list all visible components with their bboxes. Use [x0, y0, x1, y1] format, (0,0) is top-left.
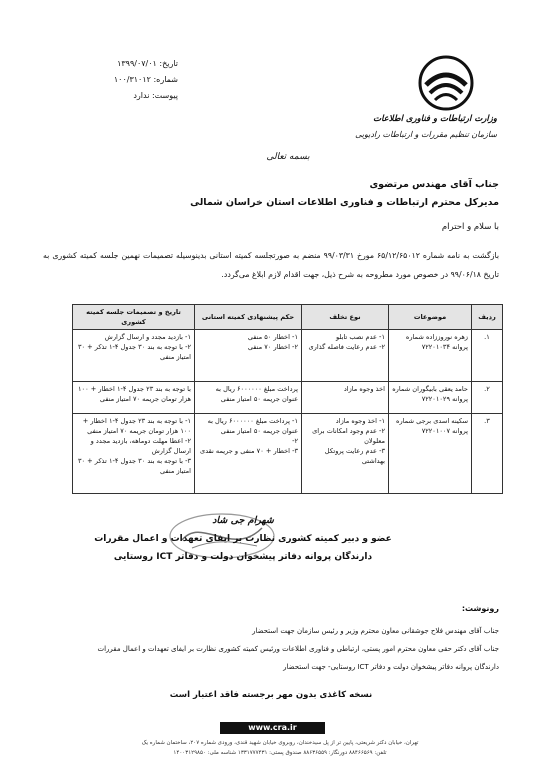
- address-line: تهران، خیابان دکتر شریعتی، پایین تر از پل سیدخندان، روبروی خیابان شهید قندی، ورودی شماره ۲۰۷، ساختمان شماره یک: [141, 740, 419, 746]
- body-paragraph: بازگشت به نامه شماره ۶۵/۱۲/۶۵۰۱۲ مورخ ۹۹/۰۳/۳۱ منضم به صورتجلسه کمیته استانی بدینوسیله تصمیمات نهمین جلسه کمیته کشوری به تاریخ ۹۹/۰۶/۱۸ در خصوص مورد مطروحه به شرح ذیل، جهت اقدام لازم ابلاغ می‌گردد.: [43, 251, 499, 279]
- cell-violation: ۱- عدم نصب تابلو ۲- عدم رعایت فاصله گذاری: [302, 330, 389, 382]
- ministry-logo-icon: [418, 55, 474, 111]
- validity-notice: نسخه کاغذی بدون مهر برجسته فاقد اعتبار است: [169, 690, 373, 700]
- cell-national-decision: با توجه به بند ۲۳ جدول ۴-۱ اخطار + ۱۰۰ هزار تومان جریمه ۷۰ امتیاز منفی: [73, 382, 195, 414]
- organization-name: سازمان تنظیم مقررات و ارتباطات رادیویی: [355, 130, 497, 139]
- cell-subject: سکینه اسدی برجی شماره پروانه ۷۲۲۰۱۰۰۷: [389, 414, 472, 494]
- footer-address: [70, 738, 490, 758]
- number-value: ۱۰۰/۳۱۰۱۲: [113, 75, 151, 84]
- website-link[interactable]: www.cra.ir: [220, 722, 325, 734]
- signatory-title-2: دارندگان پروانه دفاتر پیشخوان دولت و دفاتر ICT روستایی: [113, 552, 373, 562]
- copy-line: جناب آقای دکتر حقی معاون محترم امور پستی، ارتباطی و فناوری اطلاعات ورئیس کمیته کشوری نظارت بر ایفای تعهدات و اعمال مقررات: [97, 645, 499, 653]
- number-row: [28, 72, 178, 88]
- attachment-label: پیوست:: [151, 91, 178, 100]
- signatory-name: شهرام جی شاد: [212, 515, 274, 526]
- header-violation-type: نوع تخلف: [302, 305, 389, 330]
- copy-heading: رونوشت:: [461, 604, 499, 613]
- contact-line: تلفن: ۸۸۴۶۶۵۶۹ دورنگار: ۸۸۶۳۶۵۵۹ صندوق پستی: ۱۳۳۱۷۷۷۴۳۱ شناسه ملی: ۱۴۰۰۳۱۲۹۸۵۰: [173, 750, 387, 756]
- table-row: [73, 330, 503, 382]
- cell-radif: ۲.: [472, 382, 503, 414]
- cell-violation: ۱- اخذ وجوه مازاد ۲- عدم وجود امکانات برای معلولان ۳- عدم رعایت پروتکل بهداشتی: [302, 414, 389, 494]
- header-subjects: موضوعات: [389, 305, 472, 330]
- addressee-title: مدیرکل محترم ارتباطات و فناوری اطلاعات استان خراسان شمالی: [190, 197, 499, 208]
- number-label: شماره:: [153, 75, 178, 84]
- table-header-row: [73, 305, 503, 330]
- letter-meta: [28, 56, 178, 104]
- header-provincial-ruling: حکم پیشنهادی کمیته استانی: [195, 305, 302, 330]
- header-radif: ردیف: [472, 305, 503, 330]
- attachment-row: [28, 88, 178, 104]
- decisions-table: [72, 304, 503, 494]
- cell-provincial-ruling: ۱- اخطار ۵۰ منفی ۲- اخطار ۷۰ منفی: [195, 330, 302, 382]
- cell-subject: حامد یعقی بابیگوران شماره پروانه ۷۲۲۰۱۰۲۹: [389, 382, 472, 414]
- copy-line: جناب آقای مهندس فلاح جوشقانی معاون محترم وزیر و رئیس سازمان جهت استحضار: [252, 627, 499, 635]
- ministry-title: [277, 112, 497, 142]
- table-row: [73, 414, 503, 494]
- greeting: با سلام و احترام: [441, 222, 499, 232]
- copy-line: دارندگان پروانه دفاتر پیشخوان دولت و دفاتر ICT روستایی- جهت استحضار: [283, 663, 499, 671]
- cell-provincial-ruling: ۱- پرداخت مبلغ ۶۰۰۰۰۰۰ ریال به عنوان جریمه ۵۰ امتیاز منفی ۲- ۳- اخطار + ۷۰ منفی و جریمه نقدی: [195, 414, 302, 494]
- cell-radif: ۱.: [472, 330, 503, 382]
- cell-violation: اخذ وجوه مازاد: [302, 382, 389, 414]
- date-value: ۱۳۹۹/۰۷/۰۱: [117, 59, 157, 68]
- bismillah: بسمه تعالی: [266, 152, 310, 162]
- signatory-title: عضو و دبیر کمیته کشوری نظارت بر ایفای تعهدات و اعمال مقررات: [94, 534, 392, 544]
- attachment-value: ندارد: [133, 91, 150, 100]
- header-national-decision: تاریخ و تصمیمات جلسه کمیته کشوری: [73, 305, 195, 330]
- table-row: [73, 382, 503, 414]
- cell-national-decision: ۱- بازدید مجدد و ارسال گزارش ۲- با توجه به بند ۳۰ جدول ۴-۱ تذکر + ۳۰ امتیاز منفی: [73, 330, 195, 382]
- cell-subject: زهره نوروززاده شماره پروانه ۷۲۲۰۱۰۳۴: [389, 330, 472, 382]
- cell-national-decision: ۱- با توجه به بند ۲۳ جدول ۴-۱ اخطار + ۱۰۰ هزار تومان جریمه ۷۰ امتیاز منفی ۲- اعطا مهلت دوماهه، بازدید مجدد و ارسال گزارش ۳- با توجه به بند ۳۰ جدول ۴-۱ تذکر + ۳۰ امتیاز منفی: [73, 414, 195, 494]
- addressee: [79, 176, 499, 212]
- copy-recipients: [43, 622, 499, 676]
- cell-radif: ۳.: [472, 414, 503, 494]
- date-row: [28, 56, 178, 72]
- cell-provincial-ruling: پرداخت مبلغ ۶۰۰۰۰۰۰ ریال به عنوان جریمه ۵۰ امتیاز منفی: [195, 382, 302, 414]
- date-label: تاریخ:: [159, 59, 178, 68]
- ministry-name: وزارت ارتباطات و فناوری اطلاعات: [373, 114, 497, 124]
- signature-block: [63, 512, 423, 566]
- addressee-name: جناب آقای مهندس مرتضوی: [369, 179, 499, 190]
